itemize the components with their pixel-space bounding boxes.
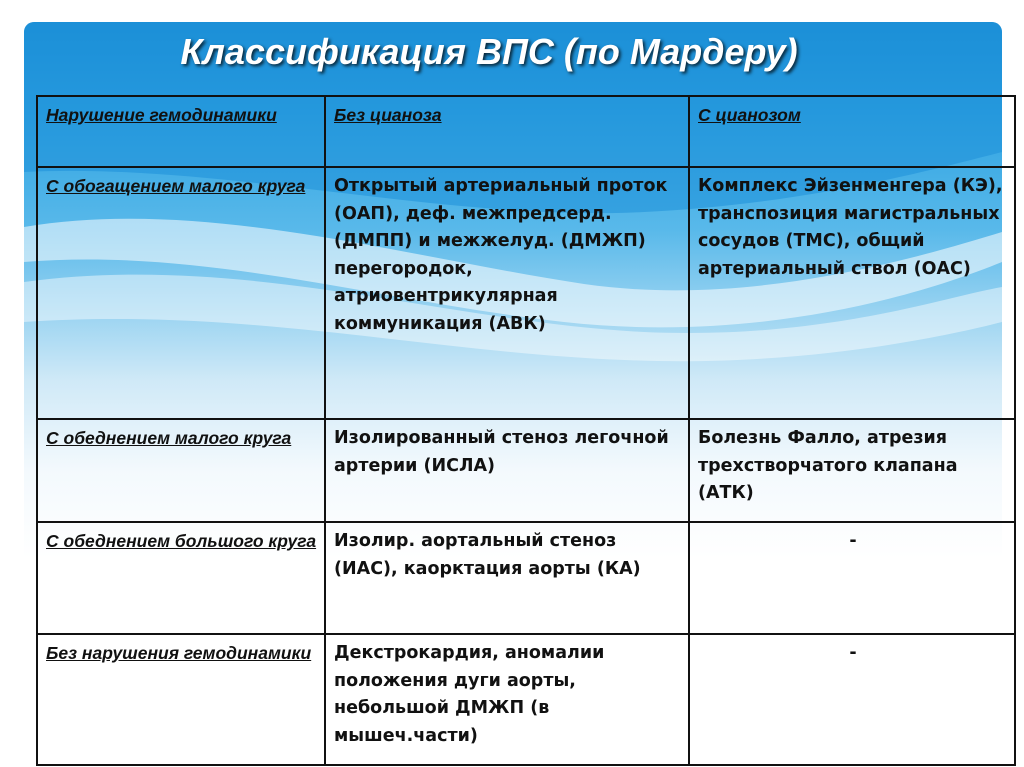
header-cyanosis: С цианозом <box>689 96 1015 167</box>
cell-no-cyanosis: Декстрокардия, аномалии положения дуги аорты, небольшой ДМЖП (в мышеч.части) <box>325 634 689 765</box>
row-label: С обогащением малого круга <box>37 167 325 419</box>
row-label: С обеднением малого круга <box>37 419 325 522</box>
row-label: С обеднением большого круга <box>37 522 325 634</box>
cell-cyanosis: Болезнь Фалло, атрезия трехстворчатого клапана (АТК) <box>689 419 1015 522</box>
cell-cyanosis: - <box>689 634 1015 765</box>
cell-no-cyanosis: Изолир. аортальный стеноз (ИАС), каорктация аорты (КА) <box>325 522 689 634</box>
vps-classification-table <box>36 95 1016 766</box>
table-row <box>37 167 1015 419</box>
table-row <box>37 419 1015 522</box>
table-header-row <box>37 96 1015 167</box>
slide-title: Классификация ВПС (по Мардеру) <box>180 31 798 72</box>
cell-cyanosis: - <box>689 522 1015 634</box>
header-no-cyanosis: Без цианоза <box>325 96 689 167</box>
row-label: Без нарушения гемодинамики <box>37 634 325 765</box>
table-row <box>37 634 1015 765</box>
cell-cyanosis: Комплекс Эйзенменгера (КЭ), транспозиция магистральных сосудов (ТМС), общий артериальный ствол (ОАС) <box>689 167 1015 419</box>
table-row <box>37 522 1015 634</box>
cell-no-cyanosis: Открытый артериальный проток (ОАП), деф. межпредсерд. (ДМПП) и межжелуд. (ДМЖП) перегородок, атриовентрикулярная коммуникация (АВК) <box>325 167 689 419</box>
cell-no-cyanosis: Изолированный стеноз легочной артерии (ИСЛА) <box>325 419 689 522</box>
header-hemodynamics: Нарушение гемодинамики <box>37 96 325 167</box>
